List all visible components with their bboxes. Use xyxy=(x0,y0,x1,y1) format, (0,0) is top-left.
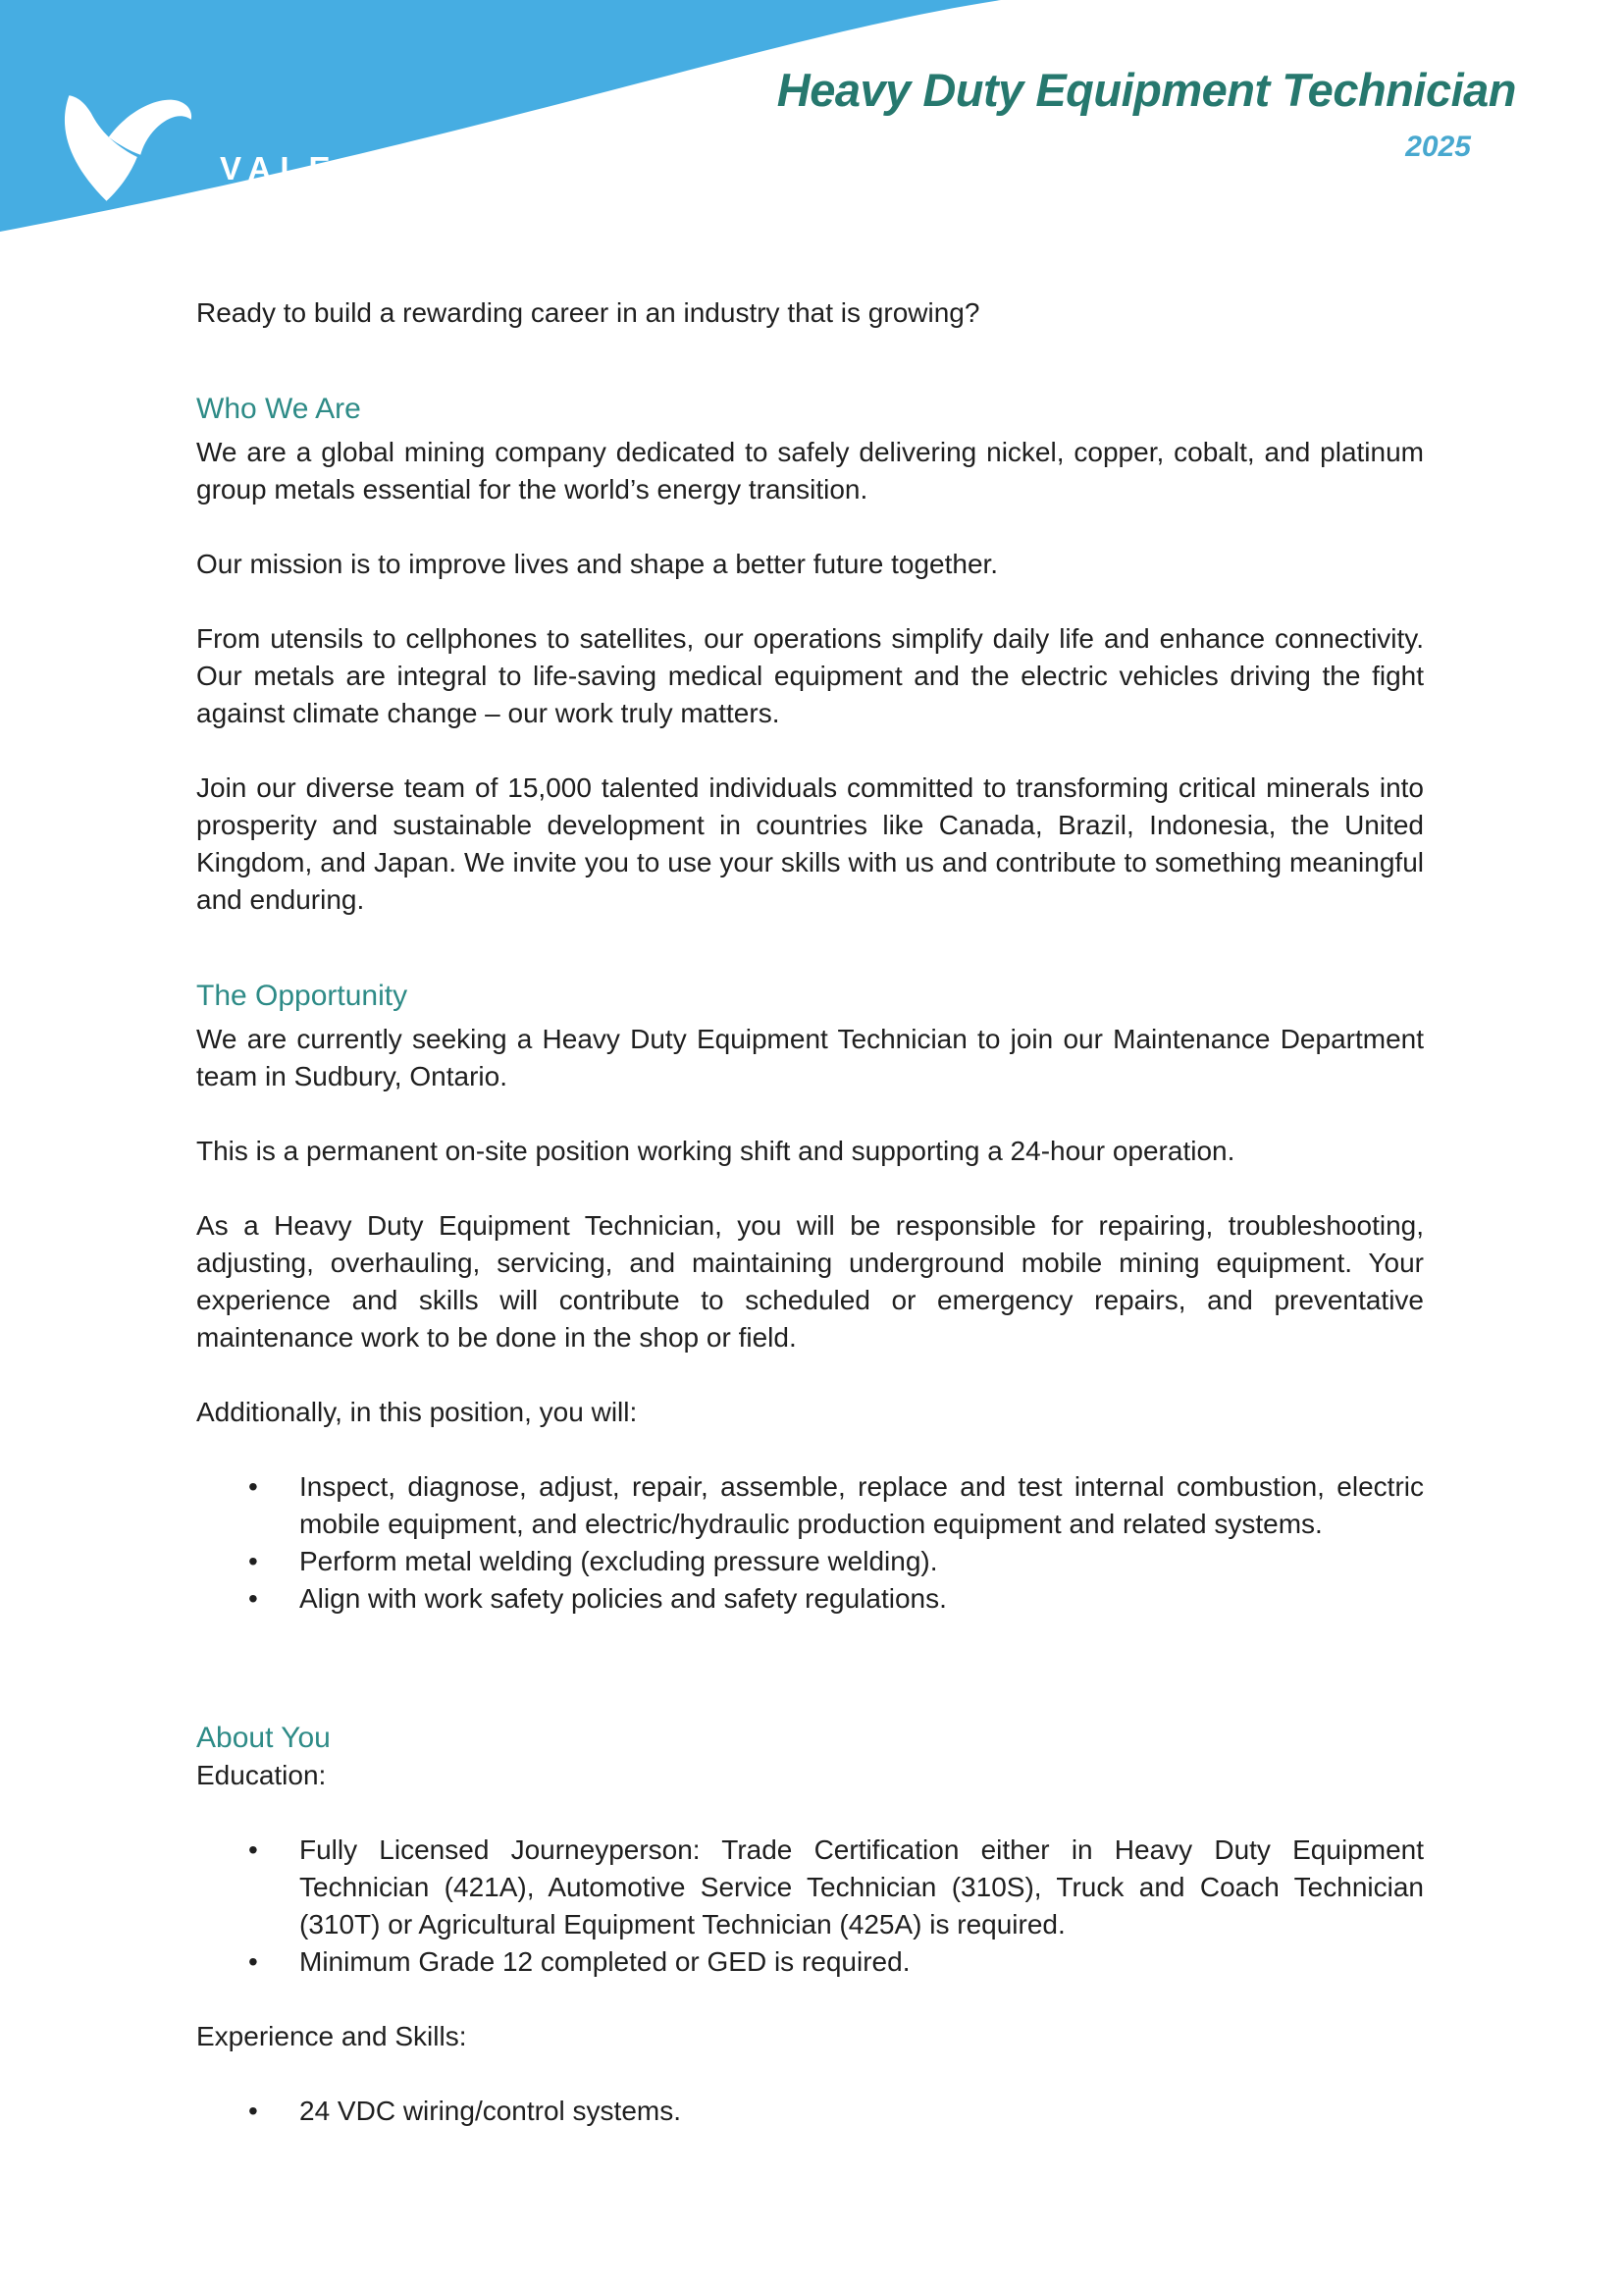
education-label: Education: xyxy=(196,1760,327,1790)
list-item: • Minimum Grade 12 completed or GED is required. xyxy=(299,1943,1424,1981)
vale-logo-mark-icon xyxy=(57,93,202,203)
title-block xyxy=(777,63,1516,164)
vale-logo-wordmark: VALE xyxy=(220,150,340,186)
who-we-are-paragraph-2: Our mission is to improve lives and shape a better future together. xyxy=(196,549,999,579)
list-item: • Align with work safety policies and safety regulations. xyxy=(299,1580,1424,1618)
list-item: • Fully Licensed Journeyperson: Trade Certification either in Heavy Duty Equipment Technician (421A), Automotive Service Technician (310S), Truck and Coach Technician (310T) or Agricultural Equipment Technician (425A) is required. xyxy=(299,1832,1424,1943)
heading-the-opportunity: The Opportunity xyxy=(196,980,408,1012)
opportunity-paragraph-3: As a Heavy Duty Equipment Technician, you will be responsible for repairing, troubleshooting, adjusting, overhauling, servicing, and maintaining underground mobile mining equipment. Your experience and skills will contribute to scheduled or emergency repairs, and preventative maintenance work to be done in the shop or field. xyxy=(196,1210,1424,1353)
page-title: Heavy Duty Equipment Technician xyxy=(776,64,1516,116)
opportunity-bullet-list xyxy=(196,1468,1424,1618)
who-we-are-paragraph-1: We are a global mining company dedicated to safely delivering nickel, copper, cobalt, and platinum group metals essential for the world’s energy transition. xyxy=(196,437,1424,505)
heading-about-you: About You xyxy=(196,1722,331,1754)
experience-bullet-list xyxy=(196,2093,1424,2130)
page-header xyxy=(0,0,1624,334)
heading-who-we-are: Who We Are xyxy=(196,393,361,425)
opportunity-paragraph-1: We are currently seeking a Heavy Duty Equipment Technician to join our Maintenance Department team in Sudbury, Ontario. xyxy=(196,1024,1424,1091)
document-body xyxy=(196,294,1424,2167)
list-item: • Perform metal welding (excluding pressure welding). xyxy=(299,1543,1424,1580)
intro-question: Ready to build a rewarding career in an industry that is growing? xyxy=(196,297,980,328)
who-we-are-paragraph-3: From utensils to cellphones to satellites, our operations simplify daily life and enhance connectivity. Our metals are integral to life-saving medical equipment and the electric vehicles driving the fight against climate change – our work truly matters. xyxy=(196,623,1424,728)
list-item: • Inspect, diagnose, adjust, repair, assemble, replace and test internal combustion, electric mobile equipment, and electric/hydraulic production equipment and related systems. xyxy=(299,1468,1424,1543)
list-item: • 24 VDC wiring/control systems. xyxy=(299,2093,1424,2130)
experience-label: Experience and Skills: xyxy=(196,2021,467,2051)
opportunity-paragraph-2: This is a permanent on-site position working shift and supporting a 24-hour operation. xyxy=(196,1136,1235,1166)
additionally-label: Additionally, in this position, you will: xyxy=(196,1397,638,1427)
page-year: 2025 xyxy=(1405,131,1471,163)
education-bullet-list xyxy=(196,1832,1424,1981)
vale-logo xyxy=(57,93,340,203)
who-we-are-paragraph-4: Join our diverse team of 15,000 talented individuals committed to transforming critical minerals into prosperity and sustainable development in countries like Canada, Brazil, Indonesia, the United Kingdom, and Japan. We invite you to use your skills with us and contribute to something meaningful and enduring. xyxy=(196,772,1424,915)
